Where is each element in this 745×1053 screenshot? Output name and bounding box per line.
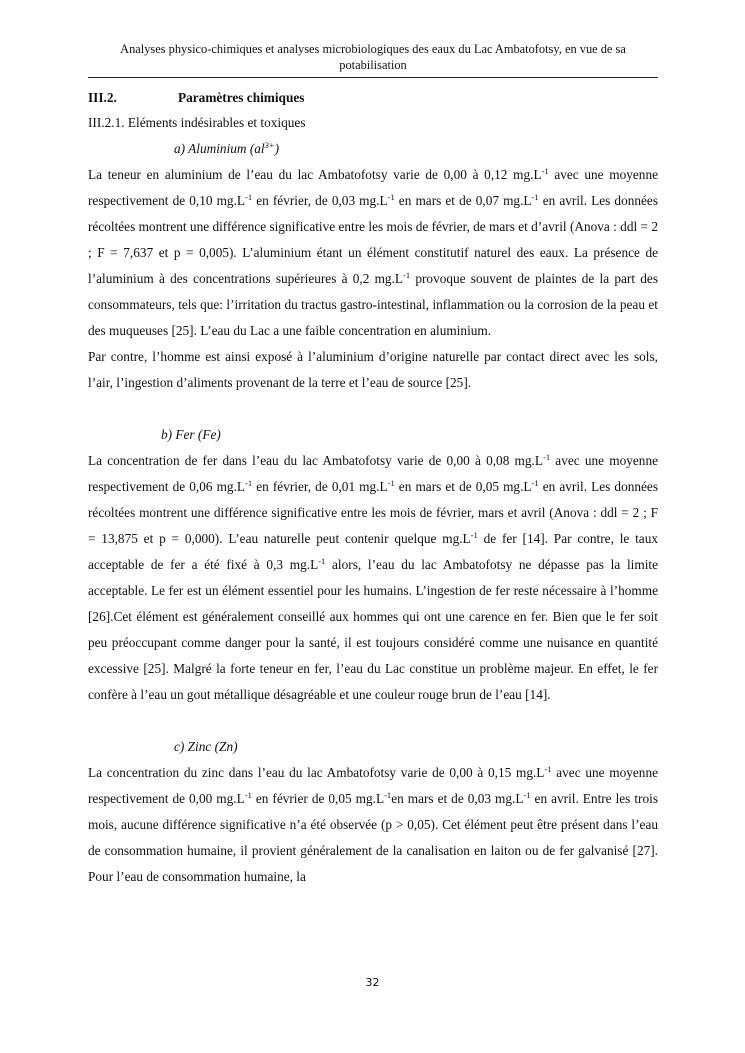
aluminium-heading: a) Aluminium $(al^{3+})$ <box>174 140 280 156</box>
zinc-heading: c) Zinc (Zn) <box>174 739 238 754</box>
fer-heading: b) Fer (Fe) <box>161 427 221 442</box>
page-body <box>88 86 658 890</box>
section-title: Paramètres chimiques <box>178 90 305 105</box>
page-number: 32 <box>365 976 380 989</box>
section-heading <box>88 86 658 110</box>
zinc-paragraph: La concentration du zinc dans l’eau du lac Ambatofotsy varie de 0,00 à 0,15 $mg.L^{-1}$ avec une moyenne respectivement de 0,00 $mg.L^{-1}$ en février de 0,05 $mg.L^{-1}en$ mars et de 0,03 $mg.L^{-1}$ en avril. Entre les trois mois, aucune différence significative n’a été observée (p > 0,05). Cet élément peut être présent dans l’eau de consommation humaine, il provient généralement de la canalisation en laiton ou de fer galvanisé [27]. Pour l’eau de consommation humaine, la <box>88 764 659 884</box>
aluminium-paragraph-2: Par contre, l’homme est ainsi exposé à l’aluminium d’origine naturelle par contact direct avec les sols, l’air, l’ingestion d’aliments provenant de la terre et l’eau de source [25]. <box>88 349 658 390</box>
fer-paragraph: La concentration de fer dans l’eau du lac Ambatofotsy varie de 0,00 à 0,08 $mg.L^{-1}$ avec une moyenne respectivement de 0,06 $mg.L^{-1}$ en février, de 0,01 $mg.L^{-1}$ en mars et de 0,05 $mg.L^{-1}$ en avril. Les données récoltées montrent une différence significative entre les mois de février, mars et avril (Anova : ddl = 2 ; F = 13,875 et p = 0,000). L’eau naturelle peut contenir quelque $mg.L^{-1}$ de fer [14]. Par contre, le taux acceptable de fer a été fixé à 0,3 $mg.L^{-1}$ alors, l’eau du lac Ambatofotsy ne dépasse pas la limite acceptable. Le fer est un élément essentiel pour les humains. L’ingestion de fer reste nécessaire à l’homme [26].Cet élément est généralement conseillé aux hommes qui ont une carence en fer. Bien que le fer soit peu préoccupant comme danger pour la santé, il est toujours considéré comme une nuisance en quantité excessive [25]. Malgré la forte teneur en fer, l’eau du Lac constitue un problème majeur. En effet, le fer confère à l’eau un gout métallique désagréable et une couleur rouge brun de l’eau [14]. <box>88 452 659 702</box>
spacer <box>88 708 658 734</box>
subsection-heading: III.2.1. Eléments indésirables et toxiques <box>88 115 306 130</box>
aluminium-paragraph: La teneur en aluminium de l’eau du lac Ambatofotsy varie de 0,00 à 0,12 $mg.L^{-1}$ avec une moyenne respectivement de 0,10 $mg.L^{-1}$ en février, de 0,03 $mg.L^{-1}$ en mars et de 0,07 $mg.L^{-1}$ en avril. Les données récoltées montrent une différence significative entre les mois de février, de mars et d’avril (Anova : ddl = 2 ; F = 7,637 et p = 0,005). L’aluminium étant un élément constitutif naturel des eaux. La présence de l’aluminium à des concentrations supérieures à 0,2 $mg.L^{-1}$ provoque souvent de plaintes de la part des consommateurs, tels que: l’irritation du tractus gastro-intestinal, inflammation ou la corrosion de la peau et des muqueuses [25]. L’eau du Lac a une faible concentration en aluminium. <box>88 166 659 338</box>
header-rule <box>88 77 658 78</box>
running-title: Analyses physico-chimiques et analyses microbiologiques des eaux du Lac Ambatofotsy, en vue de sa potabilisation <box>120 42 626 72</box>
running-header <box>88 41 658 73</box>
spacer <box>88 396 658 422</box>
section-number: III.2. <box>88 90 117 105</box>
